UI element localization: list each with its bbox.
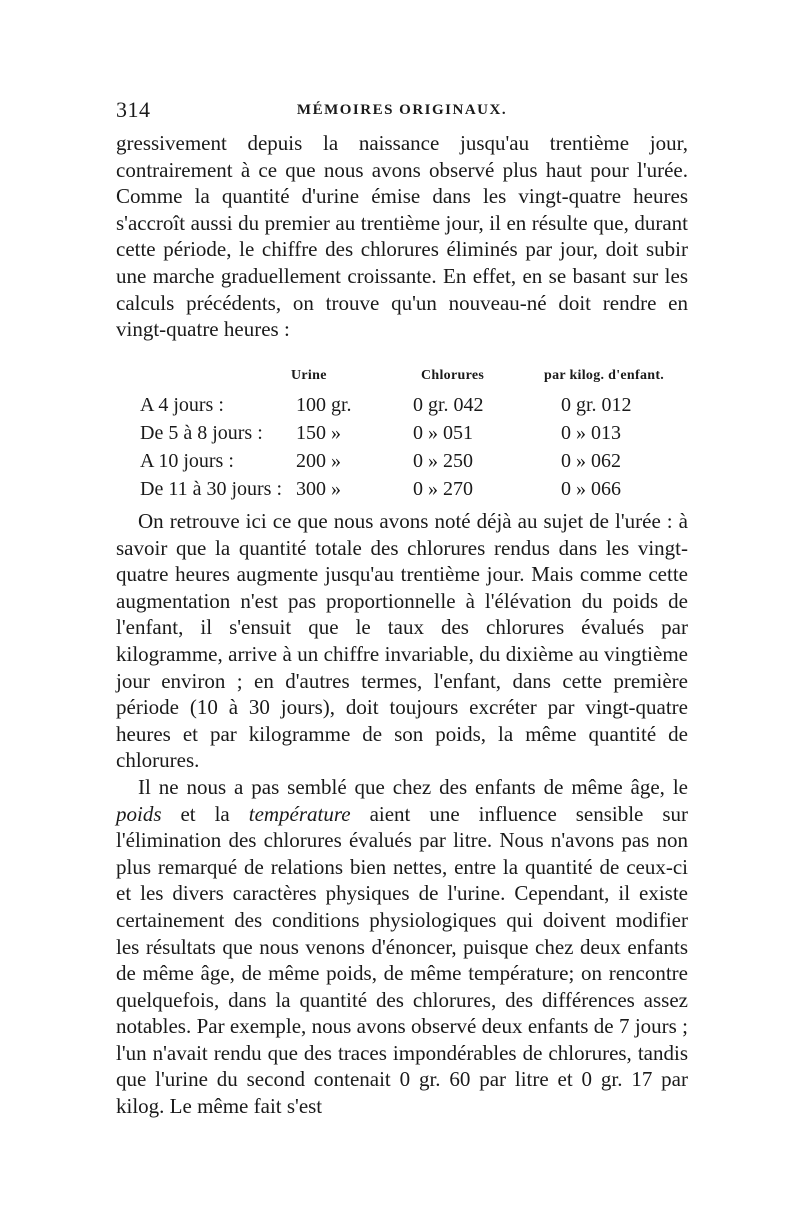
row-par-kilog-value: 0 » 062 [561,450,621,472]
row-par-kilog-value: 0 » 066 [561,478,621,500]
table-row [116,450,688,478]
row-chlorures-value: 0 » 051 [413,422,473,444]
table-row [116,394,688,422]
table-row [116,422,688,450]
paragraph-uree-comparison: On retrouve ici ce que nous avons noté déjà au sujet de l'urée : à savoir que la quantité totale des chlorures rendus dans les vingt-quatre heures augmente jusqu'au trentième jour. Mais comme cette augmentation n'est pas proportionnelle à l'élévation du poids de l'enfant, il s'ensuit que le taux des chlorures évalués par kilogramme, arrive à un chiffre invariable, du dixième au vingtième jour environ ; en d'autres termes, l'enfant, dans cette première période (10 à 30 jours), doit toujours excréter par vingt-quatre heures et par kilogramme de son poids, la même quantité de chlorures. [116,509,688,773]
paragraph-text-part: Il ne nous a pas semblé que chez des enfants de même âge, le [138,774,688,799]
row-urine-value: 300 » [296,478,341,500]
row-urine-value: 200 » [296,450,341,472]
table-header-urine: Urine [291,368,327,383]
paragraph-physiological-conditions [116,774,688,1120]
row-chlorures-value: 0 » 270 [413,478,473,500]
row-age-label: A 10 jours : [140,450,234,472]
row-chlorures-value: 0 gr. 042 [413,394,484,416]
italic-term-poids: poids [116,801,162,826]
paragraph-text-part: aient une influence sensible sur l'élimination des chlorures évalués par litre. Nous n'avons pas non plus remarqué de relations bien nettes, entre la quantité de ceux-ci et les divers caractères physiques de l'urine. Cependant, il existe certainement des conditions physiologiques qui doivent modifier les résultats que nous venons d'énoncer, puisque chez deux enfants de même âge, de même poids, de même température; on rencontre quelquefois, dans la quantité des chlorures, des différences assez notables. Par exemple, nous avons observé deux enfants de 7 jours ; l'un n'avait rendu que des traces impondérables de chlorures, tandis que l'urine du second contenait 0 gr. 60 par litre et 0 gr. 17 par kilog. Le même fait s'est [116,801,689,1119]
body-text-block [116,508,688,1120]
table-row [116,478,688,506]
table-header-par-kilog: par kilog. d'enfant. [544,368,665,383]
row-par-kilog-value: 0 gr. 012 [561,394,632,416]
row-age-label: A 4 jours : [140,394,224,416]
page-number: 314 [116,97,151,122]
row-age-label: De 11 à 30 jours : [140,478,283,500]
running-head [116,97,688,127]
running-title: MÉMOIRES ORIGINAUX. [296,102,508,118]
row-urine-value: 150 » [296,422,341,444]
paragraph-continuation: gressivement depuis la naissance jusqu'au trentième jour, contrairement à ce que nous avons observé plus haut pour l'urée. Comme la quantité d'urine émise dans les vingt-quatre heures s'accroît aussi du premier au trentième jour, il en résulte que, durant cette période, le chiffre des chlorures éliminés par jour, doit subir une marche graduellement croissante. En effet, en se basant sur les calculs précédents, on trouve qu'un nouveau-né doit rendre en vingt-quatre heures : [116,131,688,342]
table-header-chlorures: Chlorures [421,368,485,383]
row-age-label: De 5 à 8 jours : [140,422,263,444]
opening-paragraph-block [116,130,688,343]
italic-term-temperature: température [248,801,351,826]
row-chlorures-value: 0 » 250 [413,450,473,472]
row-urine-value: 100 gr. [296,394,352,416]
paragraph-text-part: et la [161,801,249,826]
row-par-kilog-value: 0 » 013 [561,422,621,444]
